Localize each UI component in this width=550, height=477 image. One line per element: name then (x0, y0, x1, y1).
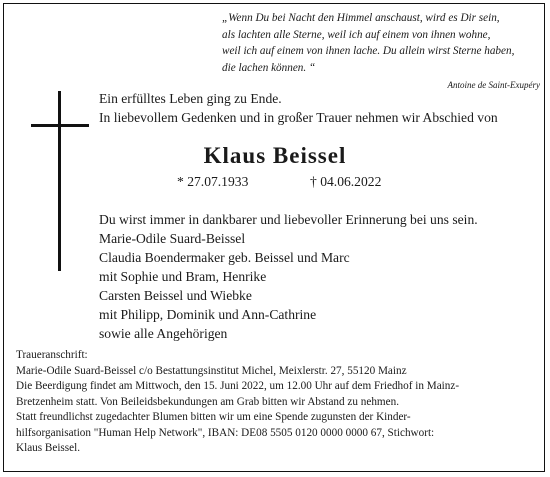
mourner-line: Claudia Boendermaker geb. Beissel und Marc (99, 250, 350, 265)
footer-notes (16, 348, 536, 457)
birth-date: * 27.07.1933 (177, 174, 249, 189)
deceased-name: Klaus Beissel (203, 143, 347, 168)
remembrance-line: Du wirst immer in dankbarer und liebevoller Erinnerung bei uns sein. (99, 212, 478, 227)
mourner-line: mit Philipp, Dominik und Ann-Cathrine (99, 307, 317, 322)
cross-icon (58, 91, 61, 271)
mourner-line: sowie alle Angehörigen (99, 326, 228, 341)
quote-line: die lachen können. “ (222, 61, 316, 74)
donation-info: hilfsorganisation "Human Help Network", IBAN: DE08 5505 0120 0000 0000 67, Stichwort: (16, 426, 435, 439)
quote-author: Antoine de Saint-Exupéry (447, 80, 540, 90)
mourner-line: Marie-Odile Suard-Beissel (99, 231, 246, 246)
quote-line: weil ich auf einem von ihnen lache. Du allein wirst Sterne haben, (222, 45, 515, 57)
quote-block (222, 10, 540, 76)
intro-text (99, 89, 498, 127)
quote-line: als lachten alle Sterne, weil ich auf einem von ihnen wohne, (222, 28, 491, 41)
mourner-line: Carsten Beissel und Wiebke (99, 288, 252, 303)
funeral-info: Bretzenheim statt. Von Beileidsbekundungen am Grab bitten wir Abstand zu nehmen. (16, 395, 399, 408)
donation-info: Klaus Beissel. (16, 442, 81, 454)
donation-info: Statt freundlichst zugedachter Blumen bitten wir um eine Spende zugunsten der Kinder- (16, 411, 411, 423)
address-label: Traueranschrift: (16, 349, 88, 361)
intro-line: Ein erfülltes Leben ging zu Ende. (99, 91, 282, 106)
death-date: † 04.06.2022 (310, 174, 382, 189)
address-text: Marie-Odile Suard-Beissel c/o Bestattungsinstitut Michel, Meixlerstr. 27, 55120 Mainz (16, 364, 407, 377)
mourners-list (99, 210, 478, 343)
mourner-line: mit Sophie und Bram, Henrike (99, 269, 267, 284)
intro-line: In liebevollem Gedenken und in großer Trauer nehmen wir Abschied von (99, 110, 498, 125)
funeral-info: Die Beerdigung findet am Mittwoch, den 15. Juni 2022, um 12.00 Uhr auf dem Friedhof in Mainz- (16, 380, 460, 392)
quote-line: „Wenn Du bei Nacht den Himmel anschaust, wird es Dir sein, (222, 12, 500, 24)
cross-icon-bar (31, 124, 89, 127)
